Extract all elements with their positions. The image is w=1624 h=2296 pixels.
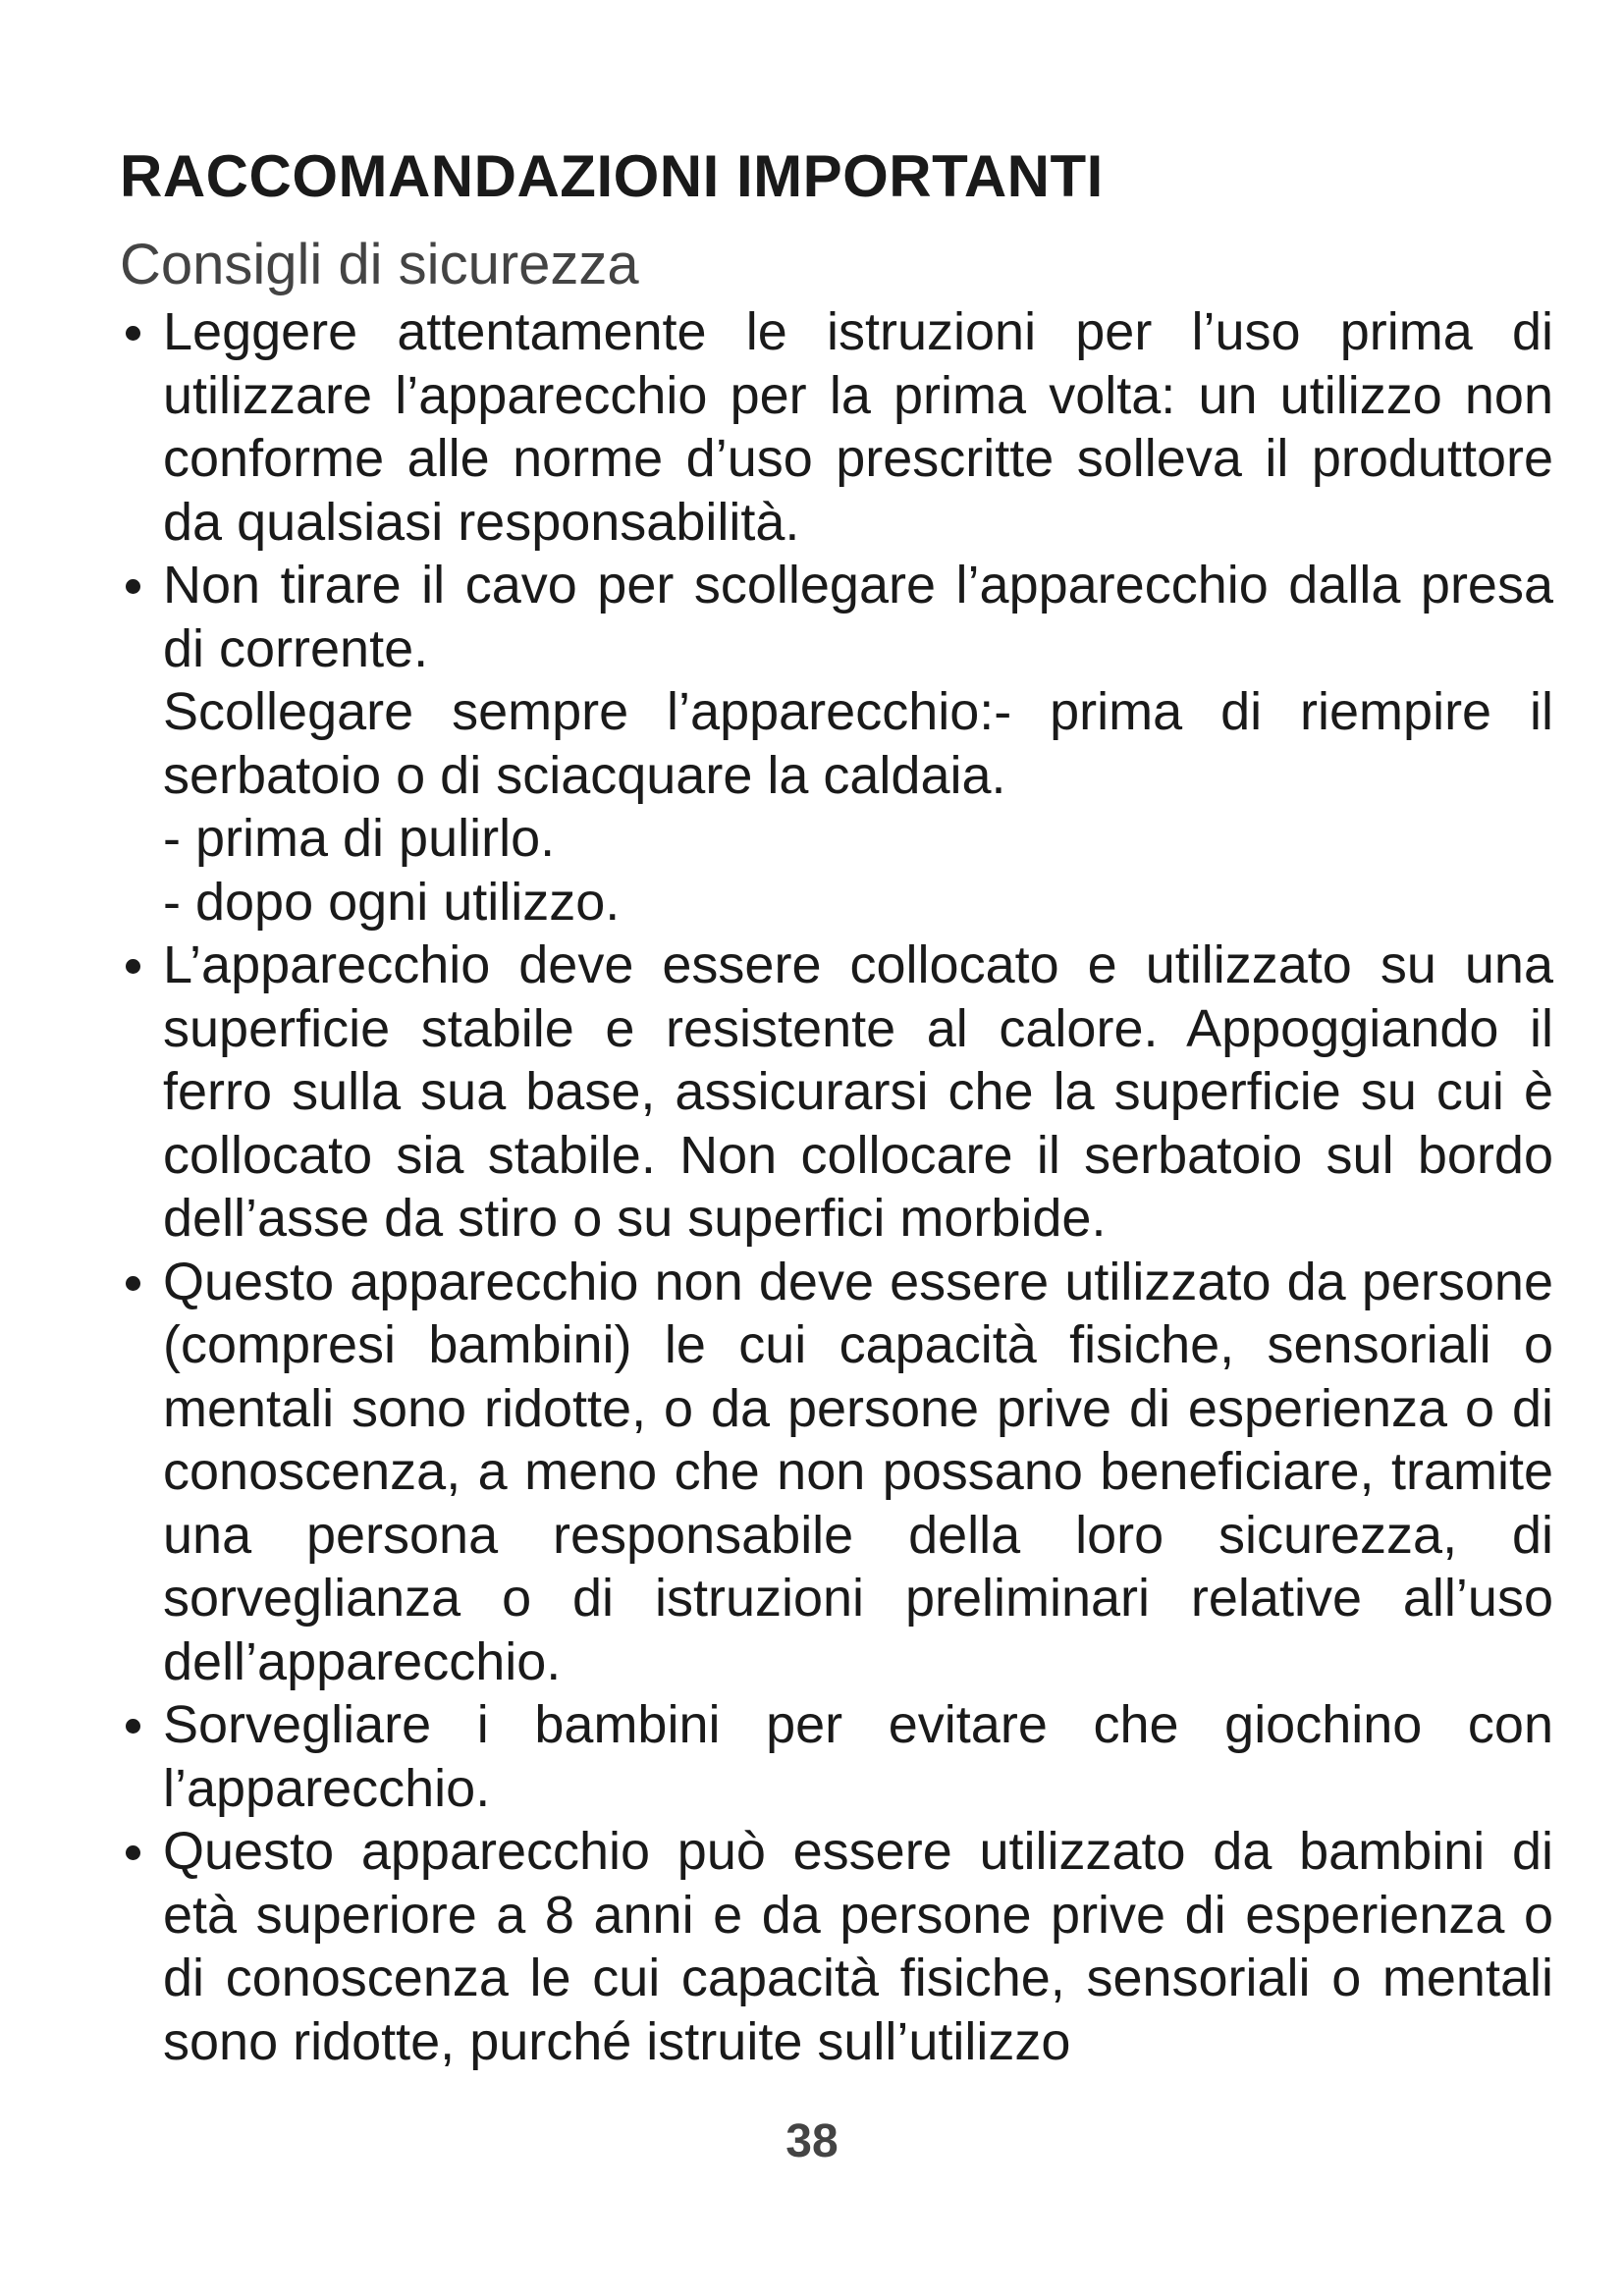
safety-list xyxy=(120,300,1553,2073)
bullet-icon xyxy=(126,579,140,594)
item-text: Sorvegliare i bambini per evitare che giochino con l’apparecchio. xyxy=(163,1695,1553,1818)
section-subtitle: Consigli di sicurezza xyxy=(120,233,639,296)
list-item xyxy=(120,934,1553,1251)
item-text: Scollegare sempre l’apparecchio:- prima di riempire il serbatoio o di sciacquare la caldaia. xyxy=(163,682,1553,805)
item-text: Questo apparecchio non deve essere utilizzato da persone (compresi bambini) le cui capacità fisiche, sensoriali o mentali sono ridotte, o da persone prive di esperienza o di conoscenza, a meno che non possano beneficiare, tramite una persona responsabile della loro sicurezza, di sorveglianza o di istruzioni preliminari relative all’uso dell’apparecchio. xyxy=(163,1252,1553,1691)
page-number: 38 xyxy=(785,2115,839,2167)
bullet-icon xyxy=(126,326,140,341)
item-text: Non tirare il cavo per scollegare l’apparecchio dalla presa di corrente. xyxy=(163,556,1553,678)
item-text: Questo apparecchio può essere utilizzato da bambini di età superiore a 8 anni e da persone prive di esperienza o di conoscenza le cui capacità fisiche, sensoriali o mentali sono ridotte, purché istruite sull’utilizzo xyxy=(163,1822,1553,2071)
bullet-icon xyxy=(126,1719,140,1734)
item-text: Leggere attentamente le istruzioni per l’uso prima di utilizzare l’apparecchio per la prima volta: un utilizzo non conforme alle norme d’uso prescritte solleva il produttore da qualsiasi responsabilità. xyxy=(163,302,1553,552)
bullet-icon xyxy=(126,959,140,974)
list-item xyxy=(120,1693,1553,1820)
bullet-icon xyxy=(126,1845,140,1860)
list-item xyxy=(120,554,1553,934)
document-page xyxy=(120,137,1553,2073)
item-text: - dopo ogni utilizzo. xyxy=(163,872,621,932)
list-item xyxy=(120,300,1553,554)
list-item xyxy=(120,1251,1553,1694)
section-title: RACCOMANDAZIONI IMPORTANTI xyxy=(120,143,1104,209)
bullet-icon xyxy=(126,1276,140,1291)
list-item xyxy=(120,1820,1553,2073)
item-text: - prima di pulirlo. xyxy=(163,809,556,868)
item-text: L’apparecchio deve essere collocato e utilizzato su una superficie stabile e resistente al calore. Appoggiando il ferro sulla sua base, assicurarsi che la superficie su cui è collocato sia stabile. Non collocare il serbatoio sul bordo dell’asse da stiro o su superfici morbide. xyxy=(163,935,1553,1248)
